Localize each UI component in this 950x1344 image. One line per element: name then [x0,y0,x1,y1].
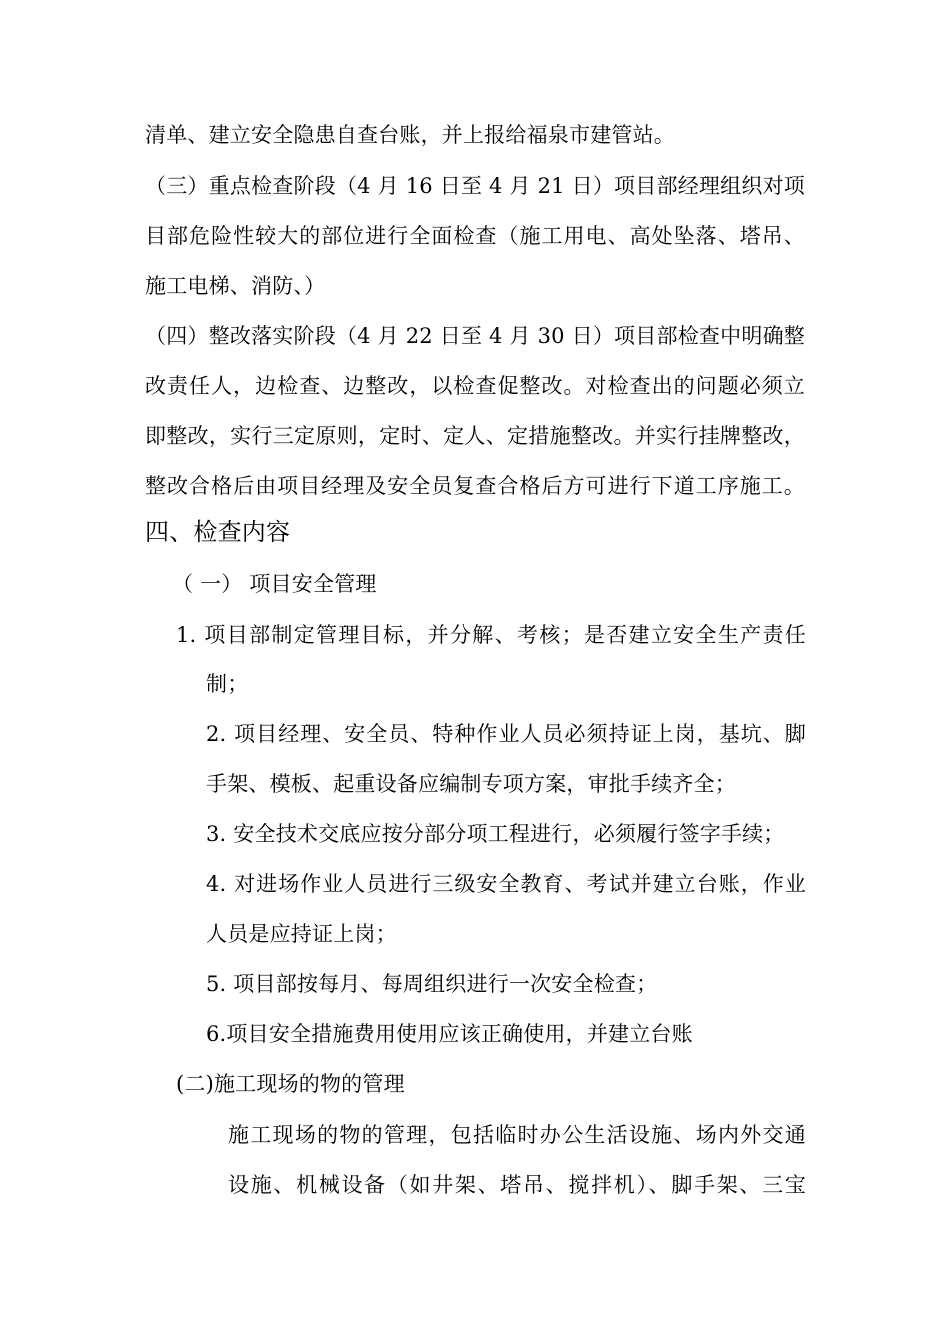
section-heading: 四、检查内容 [145,518,291,546]
list-item: 6.项目安全措施费用使用应该正确使用，并建立台账 [206,1022,693,1046]
list-item-continuation: 人员是应持证上岗； [206,922,397,946]
list-item-continuation: 制； [206,672,249,696]
paragraph-line: 施工现场的物的管理，包括临时办公生活设施、场内外交通 [228,1123,806,1147]
paragraph-line: 即整改，实行三定原则，定时、定人、定措施整改。并实行挂牌整改， [145,424,805,448]
list-item: 3. 安全技术交底应按分部分项工程进行，必须履行签字手续； [206,822,785,846]
list-item-continuation: 手架、模板、起重设备应编制专项方案，审批手续齐全； [206,772,736,796]
list-item: 1. 项目部制定管理目标，并分解、考核；是否建立安全生产责任 [176,623,806,647]
paragraph-line: （三）重点检查阶段（4 月 16 日至 4 月 21 日）项目部经理组织对项 [145,174,805,198]
list-item: 4. 对进场作业人员进行三级安全教育、考试并建立台账，作业 [206,872,806,896]
subsection-heading: (二)施工现场的物的管理 [176,1072,405,1096]
paragraph-line: 改责任人，边检查、边整改，以检查促整改。对检查出的问题必须立 [145,374,805,398]
paragraph-line: 清单、建立安全隐患自查台账，并上报给福泉市建管站。 [145,123,675,147]
paragraph-line: 整改合格后由项目经理及安全员复查合格后方可进行下道工序施工。 [145,474,805,498]
list-item: 2. 项目经理、安全员、特种作业人员必须持证上岗，基坑、脚 [206,722,806,746]
paragraph-line: 目部危险性较大的部位进行全面检查（施工用电、高处坠落、塔吊、 [145,224,805,248]
paragraph-line: 设施、机械设备（如井架、塔吊、搅拌机）、脚手架、三宝 [228,1173,806,1197]
list-item: 5. 项目部按每月、每周组织进行一次安全检查； [206,972,658,996]
subsection-heading: （ 一） 项目安全管理 [172,572,377,596]
paragraph-line: （四）整改落实阶段（4 月 22 日至 4 月 30 日）项目部检查中明确整 [145,324,805,348]
paragraph-line: 施工电梯、消防、） [145,274,326,298]
